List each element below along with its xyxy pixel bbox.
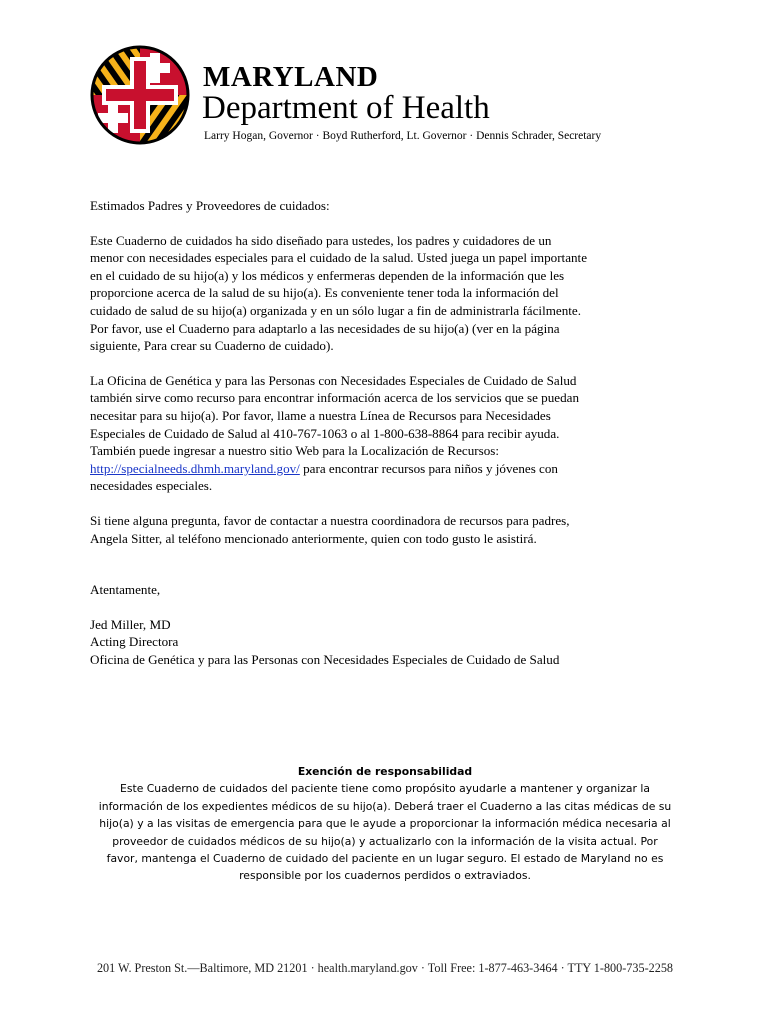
- org-title: MARYLAND: [203, 61, 379, 93]
- letter-body: [90, 197, 690, 668]
- org-subtitle: Department of Health: [202, 90, 490, 126]
- maryland-flag-seal-icon: [90, 45, 190, 145]
- text-line: proporcione acerca de la salud de su hijo(a). Es conveniente tener toda la información del: [90, 285, 559, 301]
- signature-block: [90, 616, 690, 669]
- disclaimer-line: hijo(a) y a las visitas de emergencia para que le ayude a proporcionar la información médica necesaria al: [99, 817, 671, 831]
- link-trailing-text: para encontrar recursos para niños y jóvenes con: [299, 460, 558, 476]
- text-line: en el cuidado de su hijo(a) y los médicos y enfermeras dependen de la información que les: [90, 267, 565, 283]
- text-line: Si tiene alguna pregunta, favor de contactar a nuestra coordinadora de recursos para padres,: [90, 512, 570, 528]
- paragraph-questions: [90, 512, 690, 547]
- text-line: Por favor, use el Cuaderno para adaptarlo a las necesidades de su hijo(a) (ver en la página: [90, 320, 560, 336]
- disclaimer-title: Exención de responsabilidad: [297, 765, 473, 778]
- resources-link[interactable]: http://specialneeds.dhmh.maryland.gov/: [90, 460, 300, 476]
- disclaimer: [70, 763, 700, 885]
- signer-name: Jed Miller, MD: [90, 616, 171, 632]
- greeting: Estimados Padres y Proveedores de cuidados:: [90, 198, 330, 213]
- disclaimer-line: responsible por los cuadernos perdidos o extraviados.: [239, 869, 531, 883]
- text-line: menor con necesidades especiales para el cuidado de la salud. Usted juega un papel importante: [90, 250, 588, 266]
- closing: Atentamente,: [90, 582, 161, 598]
- text-line: cuidado de salud de su hijo(a) organizada y en un sólo lugar a fin de administrarla fácilmente.: [90, 302, 581, 318]
- disclaimer-line: favor, mantenga el Cuaderno de cuidado del paciente en un lugar seguro. El estado de Maryland no es: [106, 852, 664, 866]
- text-line: Especiales de Cuidado de Salud al 410-767-1063 o al 1-800-638-8864 para recibir ayuda.: [90, 425, 560, 441]
- text-line-with-link: [90, 460, 690, 478]
- paragraph-intro: [90, 232, 690, 355]
- text-line: también sirve como recurso para encontrar información acerca de los servicios que se puedan: [90, 390, 579, 406]
- text-line: necesidades especiales.: [90, 478, 213, 494]
- text-line: necesitar para su hijo(a). Por favor, llame a nuestra Línea de Recursos para Necesidades: [90, 407, 551, 423]
- disclaimer-line: Este Cuaderno de cuidados del paciente tiene como propósito ayudarle a mantener y organizar la: [120, 782, 650, 796]
- text-line: También puede ingresar a nuestro sitio Web para la Localización de Recursos:: [90, 443, 499, 459]
- disclaimer-line: proveedor de cuidados médicos de su hijo(a) y actualizarlo con la información de la visita actual. Por: [112, 834, 658, 848]
- disclaimer-line: información de los expedientes médicos de su hijo(a). Deberá traer el Cuaderno a las citas médicas de su: [98, 799, 672, 813]
- text-line: La Oficina de Genética y para las Personas con Necesidades Especiales de Cuidado de Salud: [90, 372, 577, 388]
- footer-contact: 201 W. Preston St.—Baltimore, MD 21201 · health.maryland.gov · Toll Free: 1-877-463-3464 · TTY 1-800-735-2258: [96, 961, 674, 975]
- text-line: Este Cuaderno de cuidados ha sido diseñado para ustedes, los padres y cuidadores de un: [90, 232, 552, 248]
- text-line: Angela Sitter, al teléfono mencionado anteriormente, quien con todo gusto le asistirá.: [90, 530, 537, 546]
- signer-office: Oficina de Genética y para las Personas con Necesidades Especiales de Cuidado de Salud: [90, 651, 560, 667]
- text-line: siguiente, Para crear su Cuaderno de cuidado).: [90, 338, 334, 354]
- signer-title: Acting Directora: [90, 634, 179, 650]
- paragraph-office: [90, 372, 690, 495]
- officials-line: Larry Hogan, Governor · Boyd Rutherford, Lt. Governor · Dennis Schrader, Secretary: [204, 130, 602, 142]
